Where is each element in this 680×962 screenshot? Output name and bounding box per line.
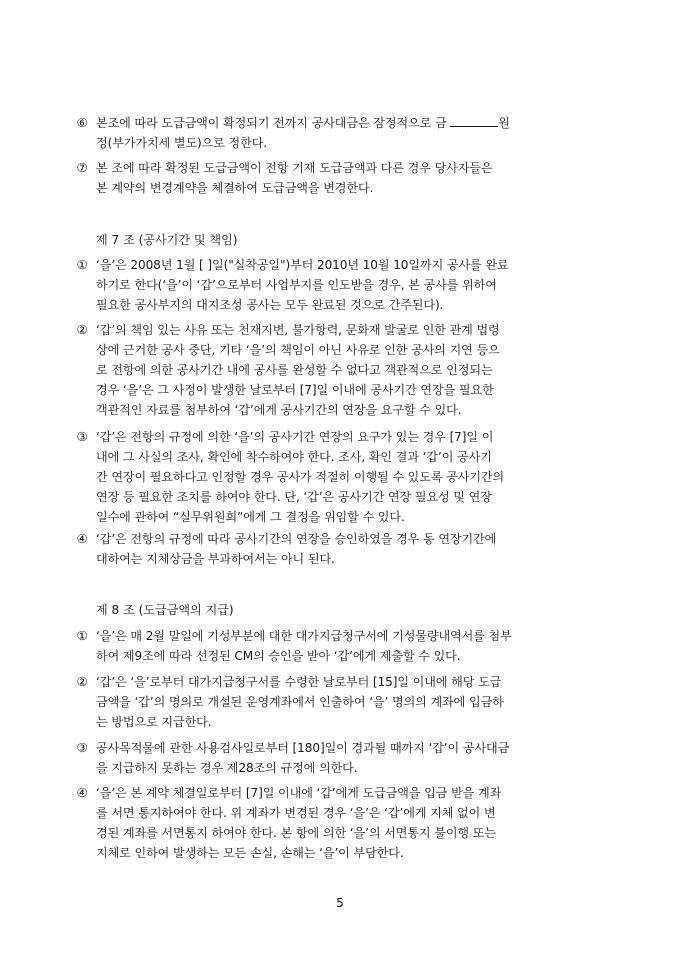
clause-text-line: 공사목적물에 관한 사용검사일로부터 [180]일이 경과될 때까지 ‘갑’이 공사대금 bbox=[96, 741, 510, 755]
article8-heading: 제 8 조 (도급금액의 지급) bbox=[96, 603, 234, 617]
page-number: 5 bbox=[336, 896, 344, 910]
article7-clause-3 bbox=[76, 427, 584, 527]
currency-unit: 원 bbox=[498, 116, 510, 130]
clause-number: ④ bbox=[76, 785, 88, 800]
clause-text-line: 연장 등 필요한 조치를 하여야 한다. 단, ‘갑’은 공사기간 연장 필요성 및 연장 bbox=[96, 490, 492, 504]
clause-text-line: 본 조에 따라 확정된 도급금액이 전항 기재 도급금액과 다른 경우 당사자들은 bbox=[96, 161, 493, 175]
clause-text-line: ‘을’은 매 2월 말일에 기성부분에 대한 대가지급청구서에 기성물량내역서를 첨부 bbox=[96, 629, 512, 643]
clause-text-line: 하기로 한다(‘을’이 ‘갑’으로부터 사업부지를 인도받을 경우, 본 공사를 위하여 bbox=[96, 278, 497, 292]
clause-text-line: 경우 ‘을’은 그 사정이 발생한 날로부터 [7]일 이내에 공사기간 연장을 필요한 bbox=[96, 383, 494, 397]
clause-text-line: 일수에 관하여 “실무위원회”에게 그 결정을 위임할 수 있다. bbox=[96, 510, 405, 524]
clause-number: ③ bbox=[76, 740, 88, 755]
clause-text-line: 을 지급하지 못하는 경우 제28조의 규정에 의한다. bbox=[96, 761, 358, 775]
clause-number: ⑥ bbox=[76, 115, 88, 130]
clause-text-line: ‘갑’은 ‘을’로부터 대가지급청구서를 수령한 날로부터 [15]일 이내에 해당 도급 bbox=[96, 675, 502, 689]
clause-text-line: 지체로 인하여 발생하는 모든 손실, 손해는 ‘을’이 부담한다. bbox=[96, 846, 404, 860]
clause-text-line: 는 방법으로 지급한다. bbox=[96, 715, 212, 729]
clause-text-line: 를 서면 통지하여야 한다. 위 계좌가 변경된 경우 ‘을’은 ‘갑’에게 지체 없이 변 bbox=[96, 806, 496, 820]
clause-text-line: 간 연장이 필요하다고 인정할 경우 공사가 적절히 이행될 수 있도록 공사기간의 bbox=[96, 470, 505, 484]
article6-clause-7 bbox=[76, 158, 584, 198]
clause-text-line: 객관적인 자료를 첨부하여 ‘갑’에게 공사기간의 연장을 요구할 수 있다. bbox=[96, 403, 462, 417]
clause-text-line: 금액을 ‘갑’의 명의로 개설된 운영계좌에서 인출하여 ‘을’ 명의의 계좌에 입금하 bbox=[96, 695, 504, 709]
article7-clause-4 bbox=[76, 529, 584, 569]
article8-clause-2 bbox=[76, 672, 584, 732]
article8-clause-3 bbox=[76, 738, 584, 778]
article8-clause-1 bbox=[76, 626, 584, 666]
clause-number: ② bbox=[76, 674, 88, 689]
article7-clause-1 bbox=[76, 255, 584, 315]
clause-text-line: 본조에 따라 도급금액이 확정되기 전까지 공사대금은 잠정적으로 금 bbox=[96, 116, 447, 130]
article7-clause-2 bbox=[76, 320, 584, 420]
clause-number: ① bbox=[76, 257, 88, 272]
clause-number: ① bbox=[76, 628, 88, 643]
clause-text-line: ‘갑’은 전항의 규정에 따라 공사기간의 연장을 승인하였을 경우 동 연장기간에 bbox=[96, 532, 497, 546]
clause-text-line: ‘갑’은 전항의 규정에 의한 ‘을’의 공사기간 연장의 요구가 있는 경우 [7]일 이 bbox=[96, 430, 494, 444]
clause-text-line: 대하여는 지체상금을 부과하여서는 아니 된다. bbox=[96, 552, 335, 566]
clause-number: ② bbox=[76, 322, 88, 337]
clause-text-line: ‘을’은 본 계약 체결일로부터 [7]일 이내에 ‘갑’에게 도급금액을 입금 받을 계좌 bbox=[96, 786, 502, 800]
clause-text-line: ‘을’은 2008년 1월 [ ]일("실착공일")부터 2010년 10월 10일까지 공사를 완료 bbox=[96, 258, 509, 272]
clause-number: ④ bbox=[76, 531, 88, 546]
article8-clause-4 bbox=[76, 783, 584, 863]
clause-text-line: 내에 그 사실의 조사, 확인에 착수하여야 한다. 조사, 확인 결과 ‘갑’이 공사기 bbox=[96, 450, 492, 464]
clause-text-line: ‘갑’의 책임 있는 사유 또는 천재지변, 불가항력, 문화재 발굴로 인한 관계 법령 bbox=[96, 323, 500, 337]
amount-blank bbox=[450, 115, 498, 127]
clause-number: ③ bbox=[76, 429, 88, 444]
clause-number: ⑦ bbox=[76, 160, 88, 175]
clause-text-line: 정(부가가치세 별도)으로 정한다. bbox=[96, 136, 268, 150]
article6-clause-6 bbox=[76, 113, 584, 153]
clause-text-line: 하여 제9조에 따라 선정된 CM의 승인을 받아 ‘갑’에게 제출할 수 있다. bbox=[96, 649, 461, 663]
clause-text-line: 경된 계좌를 서면통지 하여야 한다. 본 항에 의한 ‘을’의 서면통지 불이행 또는 bbox=[96, 826, 496, 840]
clause-text-line: 상에 근거한 공사 중단, 기타 ‘을’의 책임이 아닌 사유로 인한 공사의 지연 등으 bbox=[96, 343, 500, 357]
article7-heading: 제 7 조 (공사기간 및 책임) bbox=[96, 233, 238, 247]
clause-text-line: 로 전항에 의한 공사기간 내에 공사를 완성할 수 없다고 객관적으로 인정되는 bbox=[96, 363, 493, 377]
clause-text-line: 본 계약의 변경계약을 체결하여 도급금액을 변경한다. bbox=[96, 181, 374, 195]
clause-text-line: 필요한 공사부지의 대지조성 공사는 모두 완료된 것으로 간주된다). bbox=[96, 298, 444, 312]
